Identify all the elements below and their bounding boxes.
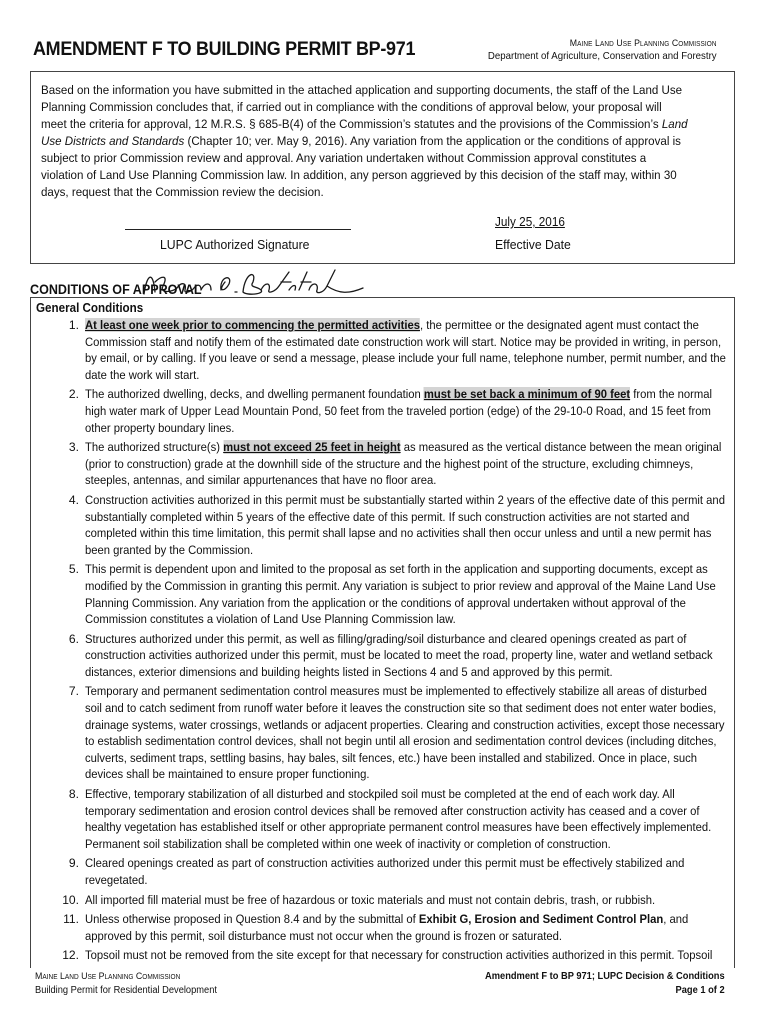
footer-left (35, 970, 217, 998)
condition-text-part: Construction activities authorized in this permit must be substantially started within 2 years of the effective date of this permit and substantially completed within 5 years of the effective date of this permit. If such construction activities are not started and completed within this time limitation, this permit shall lapse and no activities shall then occur unless and until a new permit has been granted by the Commission. (85, 492, 725, 557)
condition-text (85, 683, 727, 783)
decision-box (30, 71, 735, 264)
condition-text (85, 561, 727, 627)
condition-text-part: , the permittee or the designated agent must contact the Commission staff and notify them of the estimated date construction work will start. Notice may be provided in writing, in person, by email, or by calling. If you leave or send a message, please include your full name, telephone number, permit number, and the date the work will start. (85, 318, 726, 382)
footer-agency: Maine Land Use Planning Commission (35, 971, 181, 982)
condition-number: 1. (68, 318, 79, 332)
condition-item (31, 492, 734, 558)
signature-line (125, 229, 351, 230)
condition-text-part: All imported fill material must be free of hazardous or toxic materials and must not contain debris, trash, or rubbish. (85, 892, 656, 907)
condition-item (31, 317, 734, 383)
condition-text (85, 786, 727, 852)
condition-item (31, 855, 734, 888)
condition-text (85, 492, 727, 558)
conditions-box (30, 297, 735, 968)
condition-text-part: Unless otherwise proposed in Question 8.4 and by the submittal of (85, 912, 419, 927)
condition-number: 3. (68, 440, 79, 455)
condition-text (85, 892, 727, 909)
condition-text-part: The authorized structure(s) (85, 440, 224, 455)
condition-text (85, 855, 727, 888)
condition-text-part: Temporary and permanent sedimentation control measures must be implemented to effectively stabilize all areas of disturbed soil and to catch sediment from runoff water before it leaves the construction site so that sediment does not enter water bodies, drainage systems, water crossings, wetlands or adjacent properties. Clearing and construction activities, except those necessary to establish sedimentation control devices, shall not begin until all erosion and sedimentation control devices (including ditches, culverts, sediment traps, settling basins, hay bales, silt fences, etc.) have been installed and stabilized. Once in place, such devices shall be maintained to ensure proper functioning. (85, 684, 725, 782)
condition-text (85, 386, 727, 436)
condition-text-part: Structures authorized under this permit, as well as filling/grading/soil disturbance and cleared openings created as part of construction activities authorized under this permit, must be located to meet the road, property line, water and wetland setback distances, exterior dimensions and building heights listed in Sections 4 and 5 and approved by this permit. (85, 631, 713, 679)
agency-header (488, 37, 717, 63)
condition-text-part: This permit is dependent upon and limited to the proposal as set forth in the application and supporting documents, except as modified by the Commission in granting this permit. Any variation is subject to prior review and approval of the Maine Land Use Planning Commission. Any variation from the application or the conditions of approval undertaken without approval of the Commission constitutes a violation of Land Use Planning Commission law. (85, 562, 716, 627)
effective-date-label: Effective Date (495, 237, 571, 252)
condition-text (85, 631, 727, 681)
condition-text-part: The authorized dwelling, decks, and dwelling permanent foundation (85, 387, 424, 402)
condition-text-part: from the normal high water mark of Upper Lead Mountain Pond, 50 feet from the traveled portion (edge) of the 29-10-0 Road, and 15 feet from other property boundary lines. (85, 387, 713, 435)
signature-label: LUPC Authorized Signature (160, 237, 310, 252)
condition-item (31, 911, 734, 944)
condition-text-part: Topsoil must not be removed from the site except for that necessary for construction activities authorized in this permit. Topsoil (85, 948, 713, 963)
document-page (30, 0, 735, 1024)
general-conditions-heading: General Conditions (36, 301, 144, 315)
condition-text (85, 911, 727, 944)
condition-item (31, 631, 734, 681)
document-title: AMENDMENT F TO BUILDING PERMIT BP-971 (33, 38, 416, 60)
condition-number: 7. (68, 684, 79, 699)
condition-number: 8. (68, 787, 79, 802)
decision-statement: Based on the information you have submitted in the attached application and supporting documents, the staff of the Land Use Planning Commission concludes that, if carried out in compliance with the conditions of approval below, your proposal will meet the criteria for approval, 12 M.R.S. § 685-B(4) of the Commission’s statutes and the provisions of the Commission’s Land Use Districts and Standards (Chapter 10; ver. May 9, 2016). Any variation from the application or the conditions of approval is subject to prior Commission review and approval. Any variation undertaken without Commission approval constitutes a violation of Land Use Planning Commission law. In addition, any person aggrieved by this decision of the staff may, within 30 days, request that the Commission review the decision. (41, 83, 688, 199)
condition-number: 12. (62, 948, 79, 963)
highlighted-requirement: must be set back a minimum of 90 feet (423, 387, 631, 402)
page-number: Page 1 of 2 (675, 985, 725, 996)
condition-item (31, 947, 734, 964)
agency-name: Maine Land Use Planning Commission (570, 38, 717, 49)
condition-text-part: , and approved by this permit, soil disturbance must not occur when the ground is frozen or saturated. (85, 912, 689, 943)
footer-document-name: Amendment F to BP 971; LUPC Decision & Conditions (485, 971, 725, 982)
condition-text-part: Cleared openings created as part of construction activities authorized under this permit must be effectively stabilized and revegetated. (85, 856, 685, 887)
footer-right (485, 970, 725, 998)
condition-number: 11. (63, 912, 79, 927)
condition-number: 10. (62, 892, 79, 907)
effective-date-value: July 25, 2016 (495, 215, 565, 229)
highlighted-requirement: At least one week prior to commencing the permitted activities (85, 318, 421, 332)
condition-text-part: Effective, temporary stabilization of all disturbed and stockpiled soil must be completed at the end of each work day. All temporary sedimentation and erosion control devices shall be removed after construction activity has ceased and a cover of healthy vegetation has established itself or other appropriate permanent control measures have been effectively implemented. Permanent soil stabilization shall be completed within one week of inactivity or completion of construction. (85, 787, 712, 851)
condition-number: 9. (68, 856, 79, 871)
condition-item (31, 892, 734, 909)
condition-item (31, 683, 734, 783)
condition-number: 2. (68, 387, 79, 402)
conditions-heading: CONDITIONS OF APPROVAL (30, 282, 202, 297)
footer-form-name: Building Permit for Residential Development (35, 985, 217, 996)
condition-item (31, 786, 734, 852)
condition-number: 4. (68, 492, 79, 507)
highlighted-requirement: must not exceed 25 feet in height (223, 440, 401, 455)
condition-text (85, 439, 727, 489)
department-name: Department of Agriculture, Conservation and Forestry (488, 50, 717, 62)
bold-reference: Exhibit G, Erosion and Sediment Control Plan (418, 912, 664, 927)
condition-number: 6. (68, 631, 79, 646)
condition-text (85, 947, 727, 964)
condition-item (31, 386, 734, 436)
condition-text-part: as measured as the vertical distance between the mean original (prior to construction) grade at the downhill side of the structure and the highest point of the structure, excluding chimneys, steeples, antennas, and similar appurtenances that have no floor area. (85, 440, 722, 488)
condition-item (31, 561, 734, 627)
condition-text (85, 317, 727, 383)
condition-item (31, 439, 734, 489)
conditions-list (31, 317, 734, 967)
condition-number: 5. (68, 562, 79, 577)
